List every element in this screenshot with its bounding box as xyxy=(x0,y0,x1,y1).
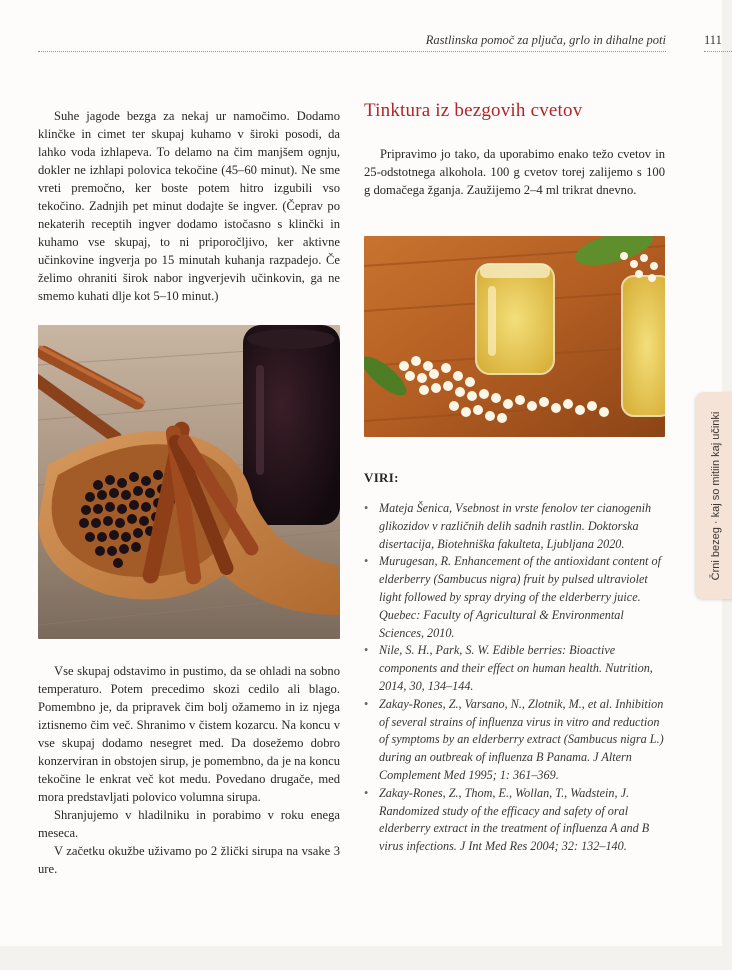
tincture-paragraph: Pripravimo jo tako, da uporabimo enako težo cvetov in 25-odstotnega alkohola. 100 g cvetov torej zalijemo s 100 g domačega žganja. Zaužijemo 2–4 ml trikrat dnevno. xyxy=(364,147,665,197)
source-item: • Mateja Šenica, Vsebnost in vrste fenolov ter cianogenih glikozidov v različnih delih sadnih rastlin. Doktorska disertacija, Biotehniška fakulteta, Ljubljana 2020. xyxy=(364,500,669,553)
source-item: • Zakay-Rones, Z., Varsano, N., Zlotnik, M., et al. Inhibition of several strains of influenza virus in vitro and reduction of symptoms by an elderberry extract (Sambucus nigra L.) during an outbreak of influenza B Panama. J Altern Complement Med 1995; 1: 361–369. xyxy=(364,696,669,785)
sources-heading: VIRI: xyxy=(364,470,399,485)
chapter-side-tab[interactable] xyxy=(696,392,732,599)
sources-list xyxy=(364,500,669,856)
source-item: • Zakay-Rones, Z., Thom, E., Wollan, T., Wadstein, J. Randomized study of the efficacy and safety of oral elderberry extract in the treatment of influenza A and B virus infections. J Int Med Res 2004; 32: 132–140. xyxy=(364,785,669,856)
left-column-top xyxy=(38,107,340,305)
storage-paragraph: Shranjujemo v hladilniku in porabimo v roku enega meseca. xyxy=(38,808,340,840)
running-title: Rastlinska pomoč za pljuča, grlo in dihalne poti xyxy=(425,33,666,47)
source-item: • Nile, S. H., Park, S. W. Edible berries: Bioactive components and their effect on human health. Nutrition, 2014, 30, 134–144. xyxy=(364,642,669,695)
elderberry-cinnamon-photo xyxy=(38,325,340,639)
syrup-preparation-paragraph: Suhe jagode bezga za nekaj ur namočimo. Dodamo klinčke in cimet ter skupaj kuhamo v široki posodi, da lahko voda izhlapeva. To delamo na čim manjšem ognju, dokler ne izhlapi polovica tekočine (45–60 minut). Ne sme vreti premočno, ker boste potem hitro izgubili vso tekočino. Zadnjih pet minut dodajte še ingver. (Čeprav po nekaterih receptih ingver dodamo istočasno s klinčki in kuhamo vse skupaj, to ni priporočljivo, ker aktivne učinkovine ingverja po 15 minutah kuhanja razpadejo. Če želimo ohraniti širok nabor ingverjevih učinkovin, ga ne smemo kuhati dlje kot 5–10 minut.) xyxy=(38,109,340,303)
elderflower-tincture-illustration xyxy=(364,236,665,437)
page-number-rule xyxy=(704,51,732,52)
page-number: 111 xyxy=(704,33,722,47)
source-item: • Murugesan, R. Enhancement of the antioxidant content of elderberry (Sambucus nigra) fruit by pulsed ultraviolet light followed by spray drying of the elderberry juice. Quebec: Faculty of Agricultural & Environmental Sciences, 2010. xyxy=(364,553,669,642)
elderflower-tincture-photo xyxy=(364,236,665,437)
tincture-text-block xyxy=(364,145,665,199)
running-header xyxy=(38,33,666,52)
elderberry-cinnamon-illustration xyxy=(38,325,340,639)
side-tab-label: Črni bezeg · kaj so mitiin kaj učinki xyxy=(710,411,722,581)
right-column-heading-block xyxy=(364,100,665,122)
left-column-bottom xyxy=(38,662,340,878)
straining-paragraph: Vse skupaj odstavimo in pustimo, da se ohladi na sobno temperaturo. Potem precedimo skozi cedilo ali blago. Pomembno je, da pripravek čim bolj ožamemo in iz njega iztisnemo čim več. Shranimo v čistem kozarcu. Na koncu v vse skupaj dodamo nesegret med. Da dosežemo dobro konzerviran in obstojen sirup, je pomembno, da je na koncu tekočine le enkrat več kot medu. Povedano drugače, med mora predstavljati polovico volumna sirupa. xyxy=(38,664,340,804)
dosage-paragraph: V začetku okužbe uživamo po 2 žlički sirupa na vsake 3 ure. xyxy=(38,844,340,876)
section-title: Tinktura iz bezgovih cvetov xyxy=(364,100,583,121)
